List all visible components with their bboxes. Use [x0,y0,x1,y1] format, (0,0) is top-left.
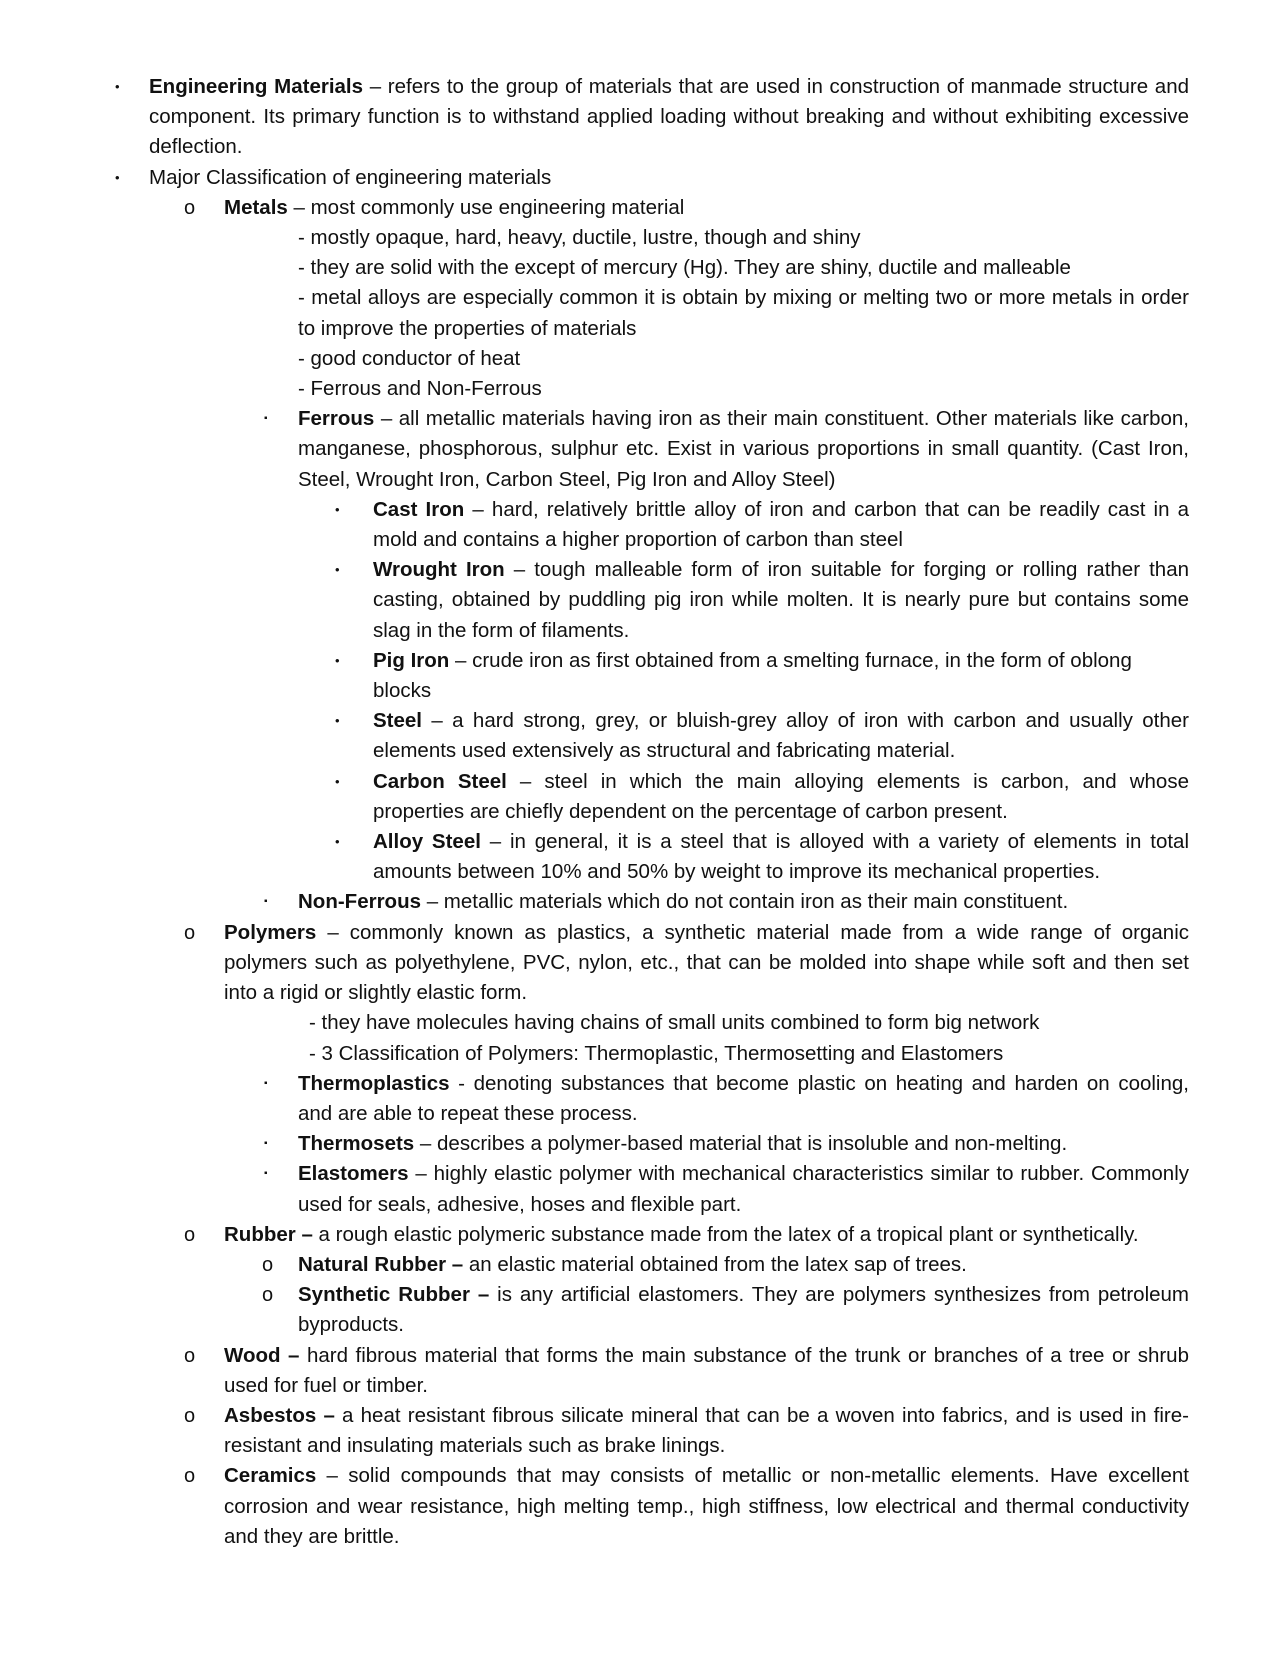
term-rubber: Rubber – [224,1222,313,1246]
list-item-ceramics [184,1461,1189,1552]
list-item-cast-iron [335,495,1189,555]
note-metals-5: - Ferrous and Non-Ferrous [298,377,542,401]
definition-non-ferrous: – metallic materials which do not contain iron as their main constituent. [421,890,1069,914]
definition-natural-rubber: an elastic material obtained from the latex sap of trees. [463,1252,967,1276]
list-item-natural-rubber [262,1250,1189,1280]
note-polymers-2: - 3 Classification of Polymers: Thermoplastic, Thermosetting and Elastomers [309,1041,1004,1065]
term-steel: Steel [373,709,422,733]
list-item-steel [335,706,1189,766]
bullet-circle-icon: o [184,921,196,944]
term-elastomers: Elastomers [298,1162,409,1186]
term-ceramics: Ceramics [224,1464,317,1488]
list-item-metals [184,193,1189,223]
note-metals-3: - metal alloys are especially common it is obtain by mixing or melting two or more metals in order to improve the properties of materials [298,286,1189,340]
term-carbon-steel: Carbon Steel [373,769,507,793]
definition-thermosets: – describes a polymer-based material that is insoluble and non-melting. [414,1132,1068,1156]
term-natural-rubber: Natural Rubber – [298,1252,464,1276]
term-asbestos: Asbestos – [224,1403,335,1427]
bullet-circle-icon: o [184,1465,196,1488]
note-metals-2: - they are solid with the except of mercury (Hg). They are shiny, ductile and malleable [298,256,1071,280]
definition-thermoplastics: - denoting substances that become plastic on heating and harden on cooling, and are able to repeat these process. [298,1071,1189,1125]
bullet-dot-icon: • [115,79,120,94]
definition-alloy-steel: – in general, it is a steel that is alloyed with a variety of elements in total amounts between 10% and 50% by weight to improve its mechanical properties. [373,830,1190,884]
bullet-dot-icon: • [335,562,340,578]
note-metals-1: - mostly opaque, hard, heavy, ductile, lustre, though and shiny [298,226,861,250]
definition-ceramics: – solid compounds that may consists of metallic or non-metallic elements. Have excellent corrosion and wear resistance, high melting temp., high stiffness, low electrical and thermal conductivity and they are brittle. [224,1464,1189,1548]
list-item-wrought-iron [335,555,1189,646]
list-item-engineering-materials [115,72,1189,163]
term-thermoplastics: Thermoplastics [298,1071,450,1095]
list-item-rubber [184,1220,1189,1250]
term-engineering-materials: Engineering Materials [149,75,364,98]
bullet-square-icon: ▪ [264,896,268,908]
bullet-dot-icon: • [335,834,340,850]
bullet-dot-icon: • [115,169,120,185]
list-item-asbestos [184,1401,1189,1461]
list-item-thermoplastics [264,1069,1189,1129]
list-item-polymers [184,918,1189,1009]
definition-rubber: a rough elastic polymeric substance made from the latex of a tropical plant or synthetically. [312,1222,1139,1246]
definition-wrought-iron: – tough malleable form of iron suitable for forging or rolling rather than casting, obtained by puddling pig iron while molten. It is nearly pure but contains some slag in the form of filaments. [373,558,1189,642]
bullet-square-icon: ▪ [264,1077,268,1089]
list-item-carbon-steel [335,767,1189,827]
definition-cast-iron: – hard, relatively brittle alloy of iron and carbon that can be readily cast in a mold and contains a higher proportion of carbon than steel [373,497,1189,552]
list-item-ferrous [264,404,1189,495]
list-item-wood [184,1341,1189,1401]
list-item-thermosets [264,1129,1189,1159]
list-item-major-classification [115,163,1189,193]
term-metals: Metals [224,195,288,219]
definition-pig-iron: – crude iron as first obtained from a smelting furnace, in the form of oblong blocks [373,648,1132,703]
bullet-dot-icon: • [335,713,340,729]
note-polymers-1: - they have molecules having chains of small units combined to form big network [309,1011,1040,1035]
definition-elastomers: – highly elastic polymer with mechanical characteristics similar to rubber. Commonly used for seals, adhesive, hoses and flexible part. [298,1162,1189,1216]
term-wood: Wood – [224,1343,300,1367]
definition-polymers: – commonly known as plastics, a synthetic material made from a wide range of organic polymers such as polyethylene, PVC, nylon, etc., that can be molded into shape while soft and then set into a rigid or slightly elastic form. [224,920,1189,1005]
bullet-circle-icon: o [184,1344,196,1367]
bullet-dot-icon: • [335,773,340,789]
list-item-alloy-steel [335,827,1190,887]
bullet-circle-icon: o [184,196,196,219]
bullet-circle-icon: o [262,1284,274,1307]
definition-ferrous: – all metallic materials having iron as their main constituent. Other materials like carbon, manganese, phosphorous, sulphur etc. Exist in various proportions in small quantity. (Cast Iron, Steel, Wrought Iron, Carbon Steel, Pig Iron and Alloy Steel) [298,407,1189,491]
definition-synthetic-rubber: is any artificial elastomers. They are polymers synthesizes from petroleum byproducts. [298,1283,1190,1337]
term-wrought-iron: Wrought Iron [373,558,505,582]
term-alloy-steel: Alloy Steel [373,830,481,854]
note-metals-4: - good conductor of heat [298,346,521,370]
bullet-dot-icon: • [335,652,340,668]
text-major-classification: Major Classification of engineering materials [149,165,552,189]
term-synthetic-rubber: Synthetic Rubber – [298,1283,490,1307]
bullet-square-icon: ▪ [264,413,268,425]
bullet-circle-icon: o [262,1253,274,1276]
list-item-non-ferrous [264,887,1189,917]
definition-wood: hard fibrous material that forms the main substance of the trunk or branches of a tree or shrub used for fuel or timber. [224,1343,1189,1397]
list-item-elastomers [264,1159,1189,1219]
term-ferrous: Ferrous [298,407,375,431]
bullet-square-icon: ▪ [264,1138,268,1150]
bullet-square-icon: ▪ [264,1168,268,1180]
term-cast-iron: Cast Iron [373,497,465,521]
term-thermosets: Thermosets [298,1132,415,1156]
bullet-circle-icon: o [184,1404,196,1427]
term-pig-iron: Pig Iron [373,648,450,672]
list-item-pig-iron [335,646,1189,706]
list-item-synthetic-rubber [262,1280,1190,1340]
definition-asbestos: a heat resistant fibrous silicate mineral that can be a woven into fabrics, and is used in fire-resistant and insulating materials such as brake linings. [224,1403,1189,1458]
document-page [0,72,1280,1552]
term-non-ferrous: Non-Ferrous [298,890,421,914]
definition-engineering-materials: – refers to the group of materials that are used in construction of manmade structure and component. Its primary function is to withstand applied loading without breaking and without exhibiting excessive deflection. [149,75,1189,159]
definition-metals: – most commonly use engineering material [287,195,685,219]
bullet-dot-icon: • [335,501,340,517]
bullet-circle-icon: o [184,1223,196,1246]
term-polymers: Polymers [224,920,317,944]
definition-steel: – a hard strong, grey, or bluish-grey alloy of iron with carbon and usually other elements used extensively as structural and fabricating material. [373,709,1189,763]
definition-carbon-steel: – steel in which the main alloying elements is carbon, and whose properties are chiefly dependent on the percentage of carbon present. [373,769,1189,823]
